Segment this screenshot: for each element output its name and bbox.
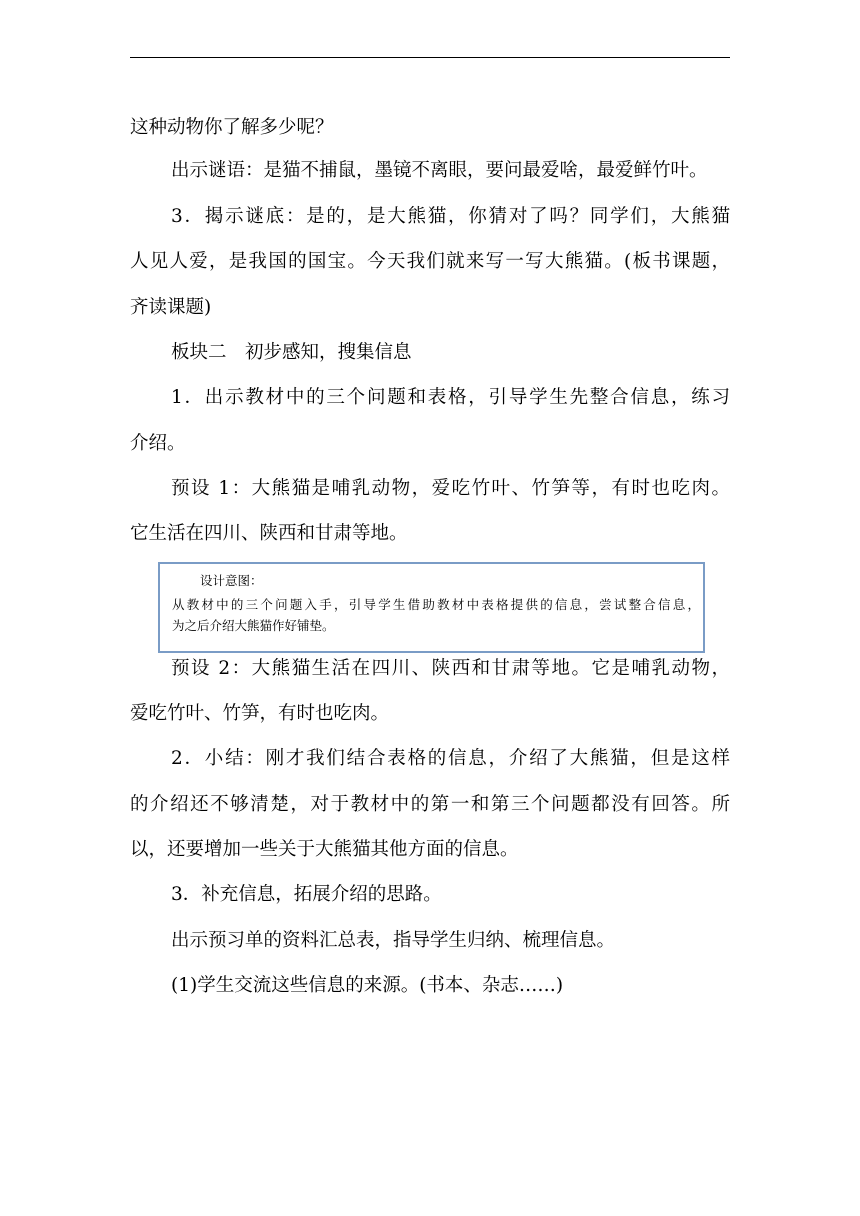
paragraph-line: 2．小结：刚才我们结合表格的信息，介绍了大熊猫，但是这样: [171, 748, 730, 769]
design-intent-box: [158, 562, 705, 653]
paragraph-line: 出示预习单的资料汇总表，指导学生归纳、梳理信息。: [171, 930, 616, 951]
paragraph-line: 齐读课题): [130, 297, 212, 318]
paragraph-line: 介绍。: [130, 433, 186, 454]
riddle-line: 出示谜语：是猫不捕鼠，墨镜不离眼，要问最爱啥，最爱鲜竹叶。: [171, 160, 708, 181]
paragraph-line: 3．补充信息，拓展介绍的思路。: [171, 884, 442, 905]
paragraph-line: 爱吃竹叶、竹笋，有时也吃肉。: [130, 703, 390, 724]
paragraph-line: 预设 1：大熊猫是哺乳动物，爱吃竹叶、竹笋等，有时也吃肉。: [171, 478, 730, 499]
design-intent-title: 设计意图：: [200, 573, 263, 588]
paragraph-line: 这种动物你了解多少呢？: [130, 117, 334, 138]
header-rule: [130, 57, 730, 58]
paragraph-line: 3．揭示谜底：是的，是大熊猫，你猜对了吗？同学们，大熊猫: [171, 206, 730, 227]
paragraph-line: 人见人爱，是我国的国宝。今天我们就来写一写大熊猫。(板书课题，: [130, 251, 730, 272]
section-heading: 板块二 初步感知，搜集信息: [171, 342, 412, 363]
paragraph-line: 它生活在四川、陕西和甘肃等地。: [130, 523, 408, 544]
paragraph-line: 预设 2：大熊猫生活在四川、陕西和甘肃等地。它是哺乳动物，: [171, 658, 730, 679]
design-intent-text: 从教材中的三个问题入手，引导学生借助教材中表格提供的信息，尝试整合信息，: [172, 597, 700, 612]
paragraph-line: 的介绍还不够清楚，对于教材中的第一和第三个问题都没有回答。所: [130, 794, 730, 815]
design-intent-text: 为之后介绍大熊猫作好铺垫。: [172, 618, 335, 633]
paragraph-line: 1．出示教材中的三个问题和表格，引导学生先整合信息，练习: [171, 387, 730, 408]
paragraph-line: (1)学生交流这些信息的来源。(书本、杂志……): [171, 975, 564, 996]
paragraph-line: 以，还要增加一些关于大熊猫其他方面的信息。: [130, 839, 519, 860]
